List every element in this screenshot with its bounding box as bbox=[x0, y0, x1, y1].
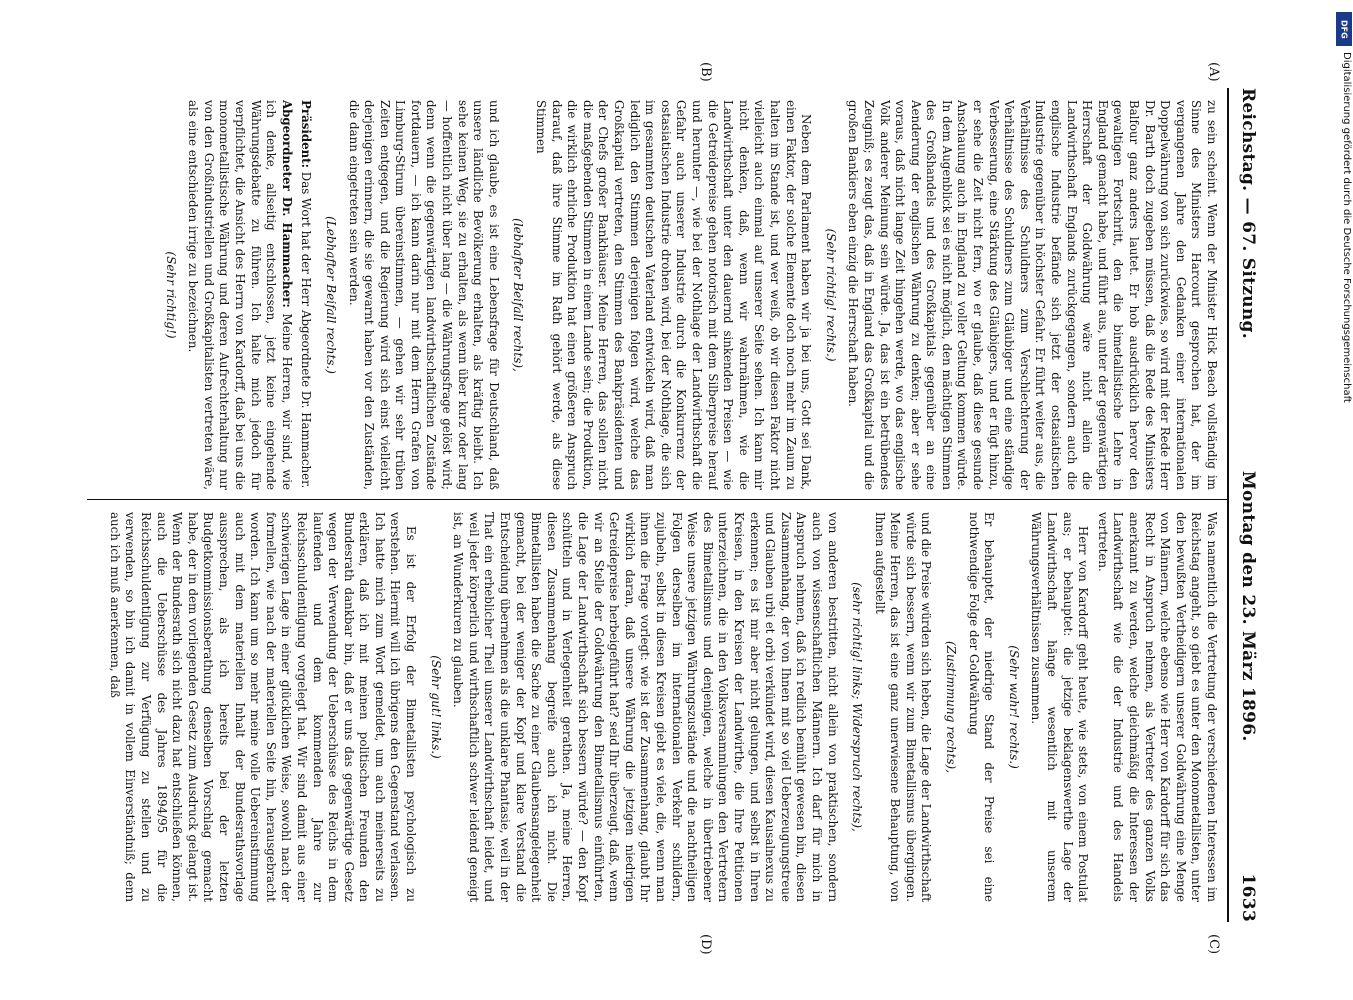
interjection: (Lebhafter Beifall rechts.) bbox=[323, 216, 338, 374]
body-paragraph: Neben dem Parlament haben wir ja bei uns, Gott sei Dank, einen Faktor, der solche Elemente doch noch mehr im Zaum zu halten im Stande ist, und wer weiß, ob wir diesen Faktor nicht vielleicht auch einmal auf unserer Seite sehen. Ich kann mir nicht denken, daß, wenn wir wahrnähmen, wie die Landwirthschaft unter den dauernd sinkenden Preisen — wie die Getreidepreise gehen notorisch mit dem Silberpreise herauf und herunter —, wie bei der Nothlage der Landwirthschaft die Gefahr auch unserer Industrie durch die Konkurrenz der ostasiatischen Industrie drohen wird, bei der Nothlage, die sich im gesammten deutschen Vaterland entwickeln wird, daß man lediglich den Stimmen derjenigen folgen wird, welche das Großkapital vertreten, den Stimmen des Bankpräsidenten und der Chefs großer Bankhäuser. Meine Herren, das sollen nicht die maßgebenden Stimmen in einem Lande sein; die Produktion, die wirklich ehrliche Produktion hat einen größeren Anspruch darauf, daß ihre Stimme im Rath gehört werde, als diese Stimmen bbox=[534, 100, 814, 490]
page-number: 1633 bbox=[1238, 873, 1258, 922]
body-paragraph: zu sein scheint. Wenn der Minister Hick Beach vollständig im Sinne des Ministers Harcourt gesprochen hat, der im vergangenen Jahre den Gedanken einer internationalen Doppelwährung von sich zurückwies, so wird mit der Rede Herr Dr. Barth doch zugeben müssen, daß die Rede des Ministers Balfour ganz anders lautet. Er hob ausdrücklich hervor den gewaltigen Fortschritt, den die bimetallistische Lehre in England gemacht habe, und führt aus, unter der gegenwärtigen Herrschaft der Goldwährung wäre nicht allein die Landwirthschaft Englands zurückgegangen, sondern auch die englische Industrie befände sich jetzt der ostasiatischen Industrie gegenüber in höchster Gefahr. Er führt weiter aus, die Verhältnisse des Schuldners zum Verschlechterung der Verhältnisse des Schuldners zum Gläubiger und eine ständige Verbesserung, eine Stärkung des Gläubigers, und er fügt hinzu, er sehe die Zeit nicht fern, wo er glaube, daß diese gesunde Anschauung auch in England zu voller Geltung kommen würde. In dem Augenblick sei es nicht möglich, den mächtigen Stimmen des Großhandels und des Großkapitals gegenüber an eine Aenderung der englischen Währung zu denken; aber er sehe voraus, daß nicht lange Zeit hingehen werde, wo das englische Volk anderer Meinung sein würde. Ja, das ist ein betrübendes Zeugniß; es zeugt das, daß in England das Großkapital und die großen Bankiers eben einzig die Herrschaft haben. bbox=[846, 100, 1219, 490]
margin-mark-d: (D) bbox=[698, 934, 713, 955]
header-rule bbox=[1227, 88, 1229, 922]
speaker-name: Präsident: bbox=[299, 100, 314, 168]
body-paragraph: Er behauptet, der niedrige Stand der Preise sei eine nothwendige Folge der Goldwährung bbox=[966, 512, 997, 902]
speaker-name: Abgeordneter Dr. Hammacher: bbox=[279, 100, 294, 308]
body-paragraph: Es ist der Erfolg der Bimetallisten psychologisch zu verstehen. Hiermit will ich übrigens den Gegenstand verlassen. Ich hatte mich zum Wort gemeldet, um auch meinerseits zu erklären, daß ich mit meinen politischen Freunden den Bundesrath dankbar bin, daß er uns das gegenwärtige Gesetz wegen der Verwendung der Ueberschüsse des Reichs in dem laufenden und dem kommenden Jahre zur Reichsschuldentilgung vorgelegt hat. Wir sind damit aus einer schwierigen Lage in einer glücklichen Weise, sowohl nach der formellen, wie nach der materiellen Seite hin, herausgebracht worden. Ich kann um so mehr meine volle Uebereinstimmung auch mit dem materiellen Inhalt der Bundesrathsvorlage aussprechen, als ich bereits bei der letzten Budgetkommissionsberathung denselben Vorschlag gemacht habe, der in dem vorliegenden Gesetz zum Ausdruck gelangt ist. Wenn der Bundesrath sich nicht dazu hat entschließen können, auch die Ueberschüsse des Jahres 1894/95 für die Reichsschuldentilgung zur Verfügung zu stellen und zu verwenden, so bin ich damit in vollem Einverständniß; denn auch ich muß anerkennen, daß bbox=[107, 512, 419, 902]
margin-mark-b: (B) bbox=[698, 62, 713, 82]
interjection: (lebhafter Beifall rechts), bbox=[511, 218, 526, 372]
margin-mark-c: (C) bbox=[1206, 934, 1221, 955]
header-date: Montag den 23. März 1896. bbox=[1238, 470, 1258, 742]
header-left: Reichstag. — 67. Sitzung. bbox=[1238, 88, 1258, 339]
body-paragraph: Herr von Kardorff geht heute, wie stets, von einem Postulat aus; er behauptet: die jetzige beklagenswerthe Lage der Landwirthschaft hänge wesentlich mit unserem Währungsverhältnissen zusammen. bbox=[1029, 512, 1091, 902]
interjection: (Sehr wahr! rechts.) bbox=[1006, 645, 1021, 769]
dfg-logo: DFG bbox=[1336, 12, 1352, 46]
body-paragraph: und die Preise würden sich heben, die Lage der Landwirthschaft würde sich bessern, wenn wir zum Bimetallismus übergingen. Meine Herren, das ist eine ganz unerwiesene Behauptung, von Ihnen aufgestellt bbox=[872, 512, 934, 902]
right-column bbox=[84, 512, 1219, 902]
speech-text: Das Wort hat der Herr Abgeordnete Dr. Hammacher. bbox=[299, 168, 314, 489]
page-header bbox=[1231, 88, 1265, 922]
left-column bbox=[84, 100, 1219, 490]
body-paragraph: Was namentlich die Vertretung der verschiedenen Interessen im Reichstag angeht, so giebt es unter den Monometallisten, unter den bewußten Vertheidigern unserer Goldwährung eine Menge von Männern, welche ebenso wie Herr von Kardorff für sich das Recht in Anspruch nehmen, als Vertreter des ganzen Volks anerkannt zu werden, welche gleichmäßig die Interessen der Landwirthschaft wie die der Industrie und des Handels vertreten. bbox=[1095, 512, 1219, 902]
interjection: (Zustimmung rechts), bbox=[944, 640, 959, 774]
digitization-credit: Digitalisierung gefördert durch die Deutsche Forschungsgemeinschaft bbox=[1341, 52, 1352, 403]
interjection: (sehr richtig! links; Widerspruch rechts), bbox=[850, 582, 865, 832]
speaker-paragraph bbox=[185, 100, 294, 490]
body-paragraph: und ich glaube, es ist eine Lebensfrage für Deutschland, daß unsere ländliche Bevölkerung erhalten, als kräftig bleibt. Ich sehe keinen Weg, sie zu erhalten, als wenn über kurz oder lang — hoffentlich nicht über lang — die Währungsfrage gelöst wird; denn wenn die gegenwärtigen landwirthschaftlichen Zustände fortdauern, — ich kann darin nur mit dem Herrn Grafen von Limburg-Stirum übereinstimmen, — gehen wir sehr trüben Zeiten entgegen, und die Regierung wird sich einst vielleicht derjenigen erinnern, die sie gewarnt haben vor den Zuständen, die dann eingetreten sein werden. bbox=[346, 100, 501, 490]
interjection: (Sehr gut! links.) bbox=[428, 655, 443, 759]
interjection: (Sehr richtig! rechts.) bbox=[823, 228, 838, 362]
body-paragraph: von anderen bestritten, nicht allein von praktischen, sondern auch von wissenschaftlichen Männern. Ich darf für mich in Anspruch nehmen, daß ich redlich bemüht gewesen bin, diesen Zusammenhang, der von Ihnen mit so viel Ueberzeugungstreue und Glauben urbi et orbi verkündet wird, diesen Kausalnexus zu erkennen; es ist mir aber nicht gelungen, und selbst in Ihren Kreisen, in den Kreisen der Landwirthe, die Ihre Petitionen unterzeichnen, die in den Volksversammlungen den Vertretern des Bimetallismus und denjenigen, welche in übertriebener Weise unsere jetzigen Währungszustände und die nachtheiligen Folgen derselben im internationalen Verkehr schildern, zujubeln, selbst in diesen Kreisen giebt es viele, die, wenn man ihnen die Frage vorlegt: wie ist der Zusammenhang, glaubt Ihr wirklich daran, daß unsere Währung die jetzigen niedrigen Getreidepreise herbeigeführt hat? seid Ihr überzeugt, daß, wenn wir an Stelle der Goldwährung den Bimetallismus einführten, die Lage der Landwirthschaft sich bessern würde? — den Kopf schütteln und in Verlegenheit gerathen. Ja, meine Herren, diesen Zusammenhang begreife auch ich nicht. Die Bimetallisten haben die Sache zu einer Glaubensangelegenheit gemacht, bei der weniger der Kopf und klare Verstand die Entscheidung übernehmen als die unklare Phantasie, weil in der That ein erheblicher Theil unserer Landwirthschaft leidet, und weil jeder körperlich und wirthschaftlich schwer leidend geneigt ist, an Wunderkuren zu glauben. bbox=[451, 512, 840, 902]
interjection: (Sehr richtig!) bbox=[163, 251, 178, 339]
speech-text: Meine Herren, wir sind, wie ich denke, allseitig entschlossen, jetzt keine eingehende Währungsdebatte zu führen. Ich halte mich jedoch für verpflichtet, die Ansicht des Herrn von Kardorff, daß bei uns die monometallistische Währung und deren Aufrechterhaltung nur von den Großindustriellen und Großkapitalisten vertreten wäre, als eine entschieden irrige zu bezeichnen. bbox=[186, 100, 294, 490]
digitization-footer bbox=[1336, 12, 1352, 988]
margin-mark-a: (A) bbox=[1206, 62, 1221, 82]
speaker-paragraph bbox=[298, 100, 314, 490]
column-divider bbox=[87, 499, 1227, 500]
